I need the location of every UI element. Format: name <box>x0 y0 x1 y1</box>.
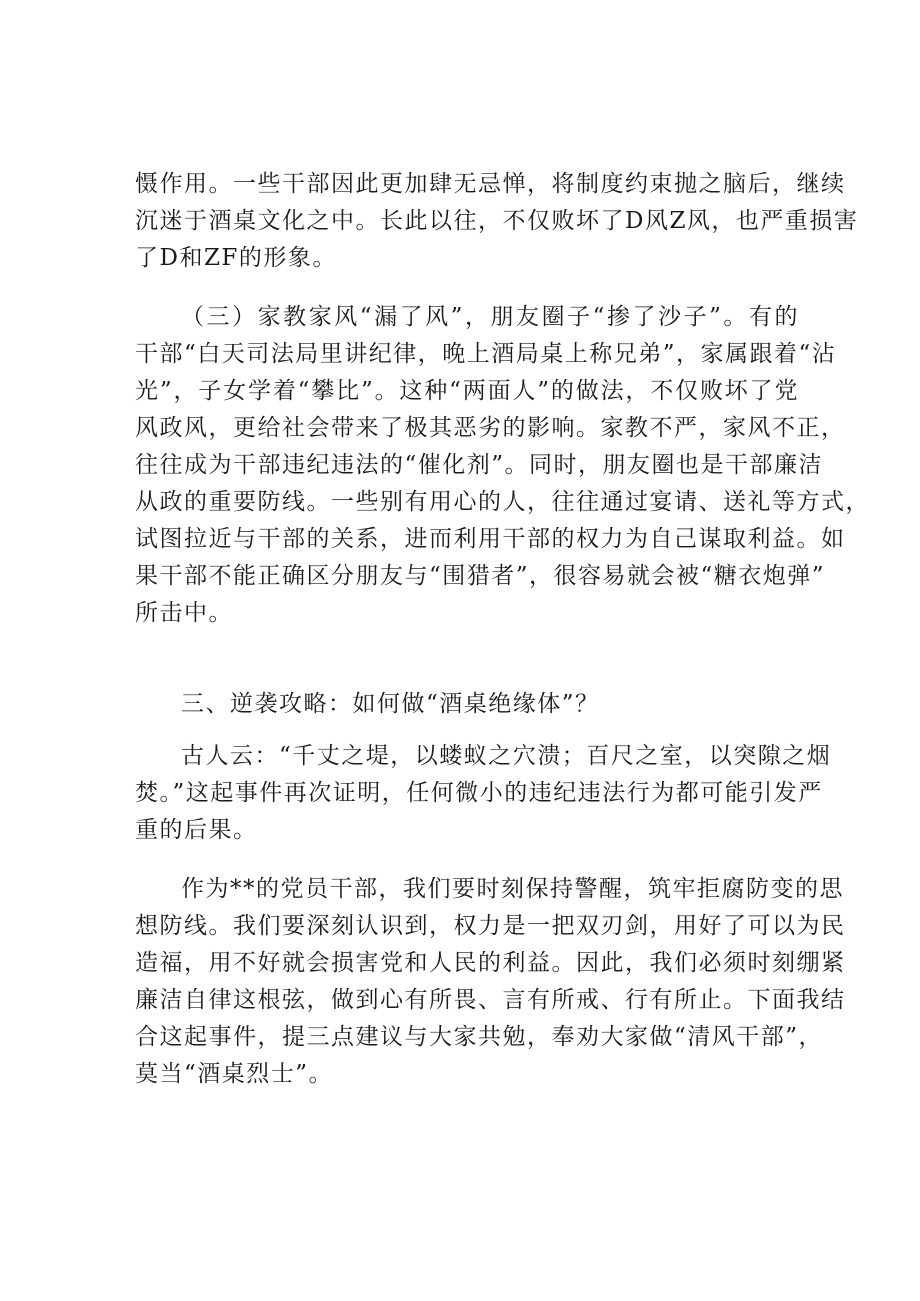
paragraph-ancient-saying <box>135 738 832 849</box>
text-line: 重的后果。 <box>135 817 258 843</box>
text-line: 合这起事件，提三点建议与大家共勉，奉劝大家做“清风干部”， <box>135 1024 824 1050</box>
text-line: 慑作用。一些干部因此更加肆无忌惮，将制度约束抛之脑后，继续 <box>135 171 846 197</box>
text-line: 果干部不能正确区分朋友与“围猎者”，很容易就会被“糖衣炮弹” <box>135 563 826 589</box>
text-line: 从政的重要防线。一些别有用心的人，往往通过宴请、送礼等方式， <box>135 489 870 515</box>
text-line: 莫当“酒桌烈士”。 <box>135 1061 334 1087</box>
text-line: 廉洁自律这根弦，做到心有所畏、言有所戒、行有所止。下面我结 <box>135 987 846 1013</box>
text-line: 干部“白天司法局里讲纪律，晚上酒局桌上称兄弟”，家属跟着“沾 <box>135 341 837 367</box>
text-line: 风政风，更给社会带来了极其恶劣的影响。家教不严，家风不正， <box>135 415 846 441</box>
text-line: 试图拉近与干部的关系，进而利用干部的权力为自己谋取利益。如 <box>135 526 846 552</box>
text-line: 沉迷于酒桌文化之中。长此以往，不仅败坏了D风Z风，也严重损害 <box>135 208 859 234</box>
paragraph-party-member <box>135 871 846 1093</box>
text-line: （三）家教家风“漏了风”，朋友圈子“掺了沙子”。有的 <box>181 304 799 330</box>
paragraph-family-friends <box>135 299 870 632</box>
text-line: 焚。”这起事件再次证明，任何微小的违纪违法行为都可能引发严 <box>135 780 823 806</box>
heading-text: 三、逆袭攻略：如何做“酒桌绝缘体”？ <box>181 691 600 717</box>
section-heading <box>181 686 799 723</box>
text-line: 造福，用不好就会损害党和人民的利益。因此，我们必须时刻绷紧 <box>135 950 846 976</box>
text-line: 光”，子女学着“攀比”。这种“两面人”的做法，不仅败坏了党 <box>135 378 799 404</box>
text-line: 所击中。 <box>135 600 233 626</box>
paragraph-continuation <box>135 166 859 277</box>
text-line: 往往成为干部违纪违法的“催化剂”。同时，朋友圈也是干部廉洁 <box>135 452 824 478</box>
text-line: 想防线。我们要深刻认识到，权力是一把双刃剑，用好了可以为民 <box>135 913 846 939</box>
text-line: 了D和ZF的形象。 <box>135 245 337 271</box>
text-line: 古人云：“千丈之堤，以蝼蚁之穴溃；百尺之室，以突隙之烟 <box>181 743 832 769</box>
text-line: 作为**的党员干部，我们要时刻保持警醒，筑牢拒腐防变的思 <box>181 876 844 902</box>
